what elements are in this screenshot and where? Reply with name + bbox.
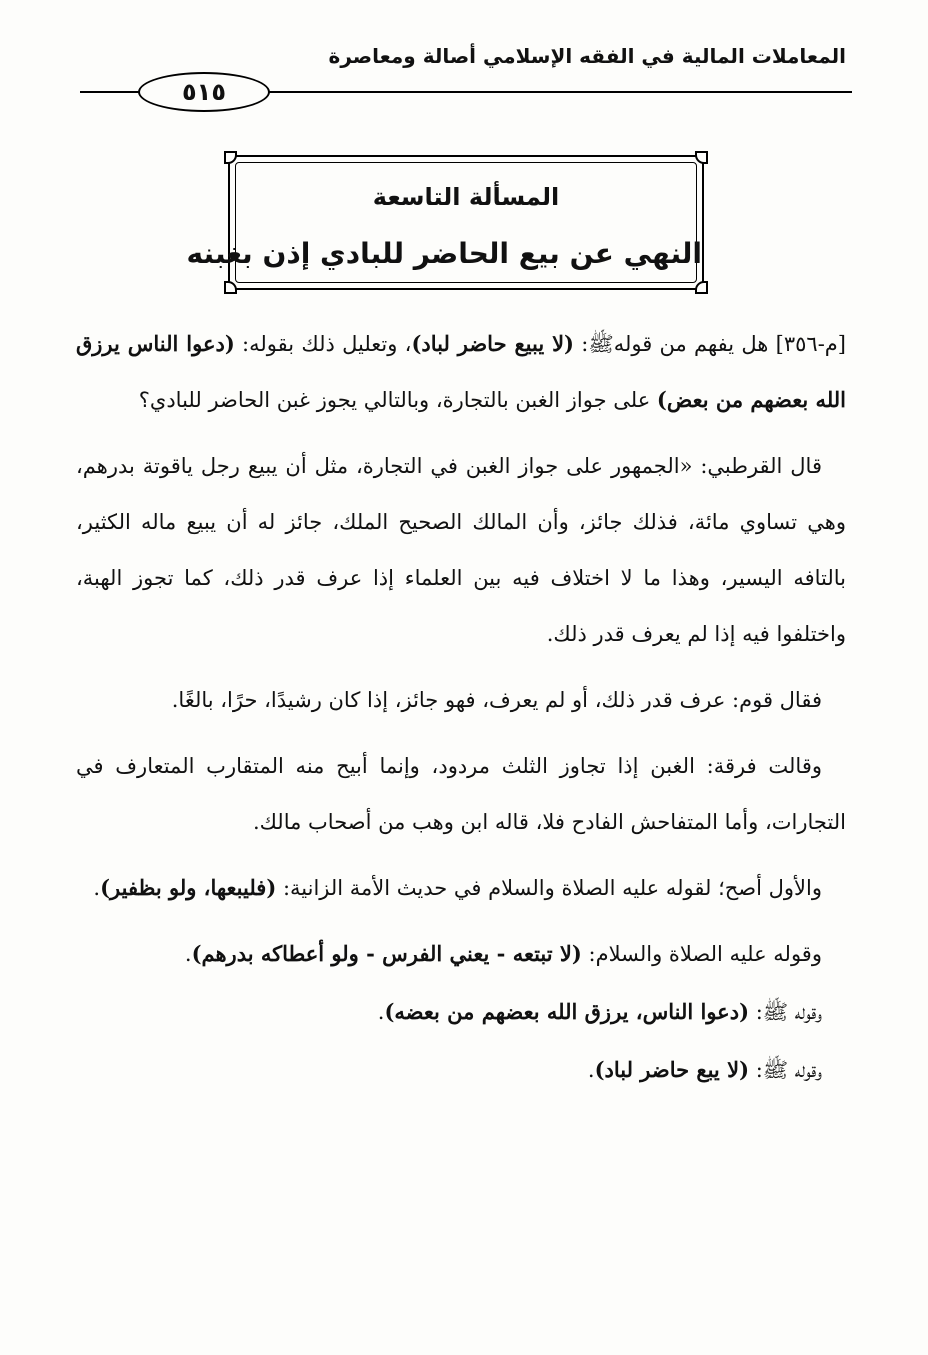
section-title-frame [186, 155, 704, 290]
frame-corner-ornament [695, 281, 708, 294]
paragraph [76, 860, 846, 916]
section-subtitle: النهي عن بيع الحاضر للبادي إذن بغبنه [186, 237, 702, 270]
section-title: المسألة التاسعة [372, 183, 560, 211]
running-header-title: المعاملات المالية في الفقه الإسلامي أصالة ومعاصرة [328, 44, 846, 68]
hadith-quote: (فليبعها، ولو بظفير) [100, 875, 277, 900]
paragraph-text: ، وتعليل ذلك بقوله: [234, 332, 412, 356]
frame-corner-ornament [224, 281, 237, 294]
paragraph: قال القرطبي: «الجمهور على جواز الغبن في التجارة، مثل أن يبيع رجل ياقوتة بدرهم، وهي تساوي مائة، فذلك جائز، وأن المالك الصحيح الملك، جائز له أن يبيع ماله الكثير، بالتافه اليسير، وهذا ما لا اختلاف فيه بين العلماء إذا عرف قدر ذلك، كما تجوز الهبة، واختلفوا فيه إذا لم يعرف قدر ذلك. [76, 454, 846, 646]
paragraph [76, 1042, 846, 1098]
hadith-quote: (لا يبع حاضر لباد) [594, 1057, 750, 1082]
paragraph-text: . [587, 1058, 595, 1082]
frame-corner-ornament [224, 151, 237, 164]
page-number: ٥١٥ [138, 72, 270, 112]
hadith-quote: (لا تبتعه - يعني الفرس - ولو أعطاكه بدرهم) [191, 941, 582, 966]
frame-corner-ornament [695, 151, 708, 164]
body-text [76, 316, 846, 1100]
paragraph-text: . [377, 1000, 385, 1024]
paragraph-text: على جواز الغبن بالتجارة، وبالتالي يجوز غبن الحاضر للبادي؟ [138, 388, 657, 412]
paragraph [76, 984, 846, 1040]
paragraph [76, 316, 846, 428]
paragraph-text: والأول أصح؛ لقوله عليه الصلاة والسلام في حديث الأمة الزانية: [276, 876, 822, 900]
hadith-quote: (دعوا الناس، يرزق الله بعضهم من بعضه) [384, 999, 750, 1024]
paragraph: فقال قوم: عرف قدر ذلك، أو لم يعرف، فهو جائز، إذا كان رشيدًا، حرًا، بالغًا. [171, 688, 822, 712]
paragraph: وقالت فرقة: الغبن إذا تجاوز الثلث مردود، وإنما أبيح منه المتقارب المتعارف في التجارات، وأما المتفاحش الفادح فلا، قاله ابن وهب من أصحاب مالك. [76, 754, 846, 834]
hadith-quote: (دعوا الناس يرزق الله بعضهم من بعض) [76, 331, 846, 412]
paragraph-text: [م-٣٥٦] هل يفهم من قولهﷺ: [573, 332, 846, 356]
paragraph-text: وقوله عليه الصلاة والسلام: [581, 942, 822, 966]
paragraph-text: . [184, 942, 192, 966]
hadith-quote: (لا يبيع حاضر لباد) [411, 331, 574, 356]
paragraph [76, 926, 846, 982]
paragraph-text: . [93, 876, 101, 900]
paragraph-text: وقوله ﷺ: [749, 1000, 822, 1024]
header-rule [80, 70, 852, 114]
paragraph-text: وقوله ﷺ: [749, 1058, 822, 1082]
